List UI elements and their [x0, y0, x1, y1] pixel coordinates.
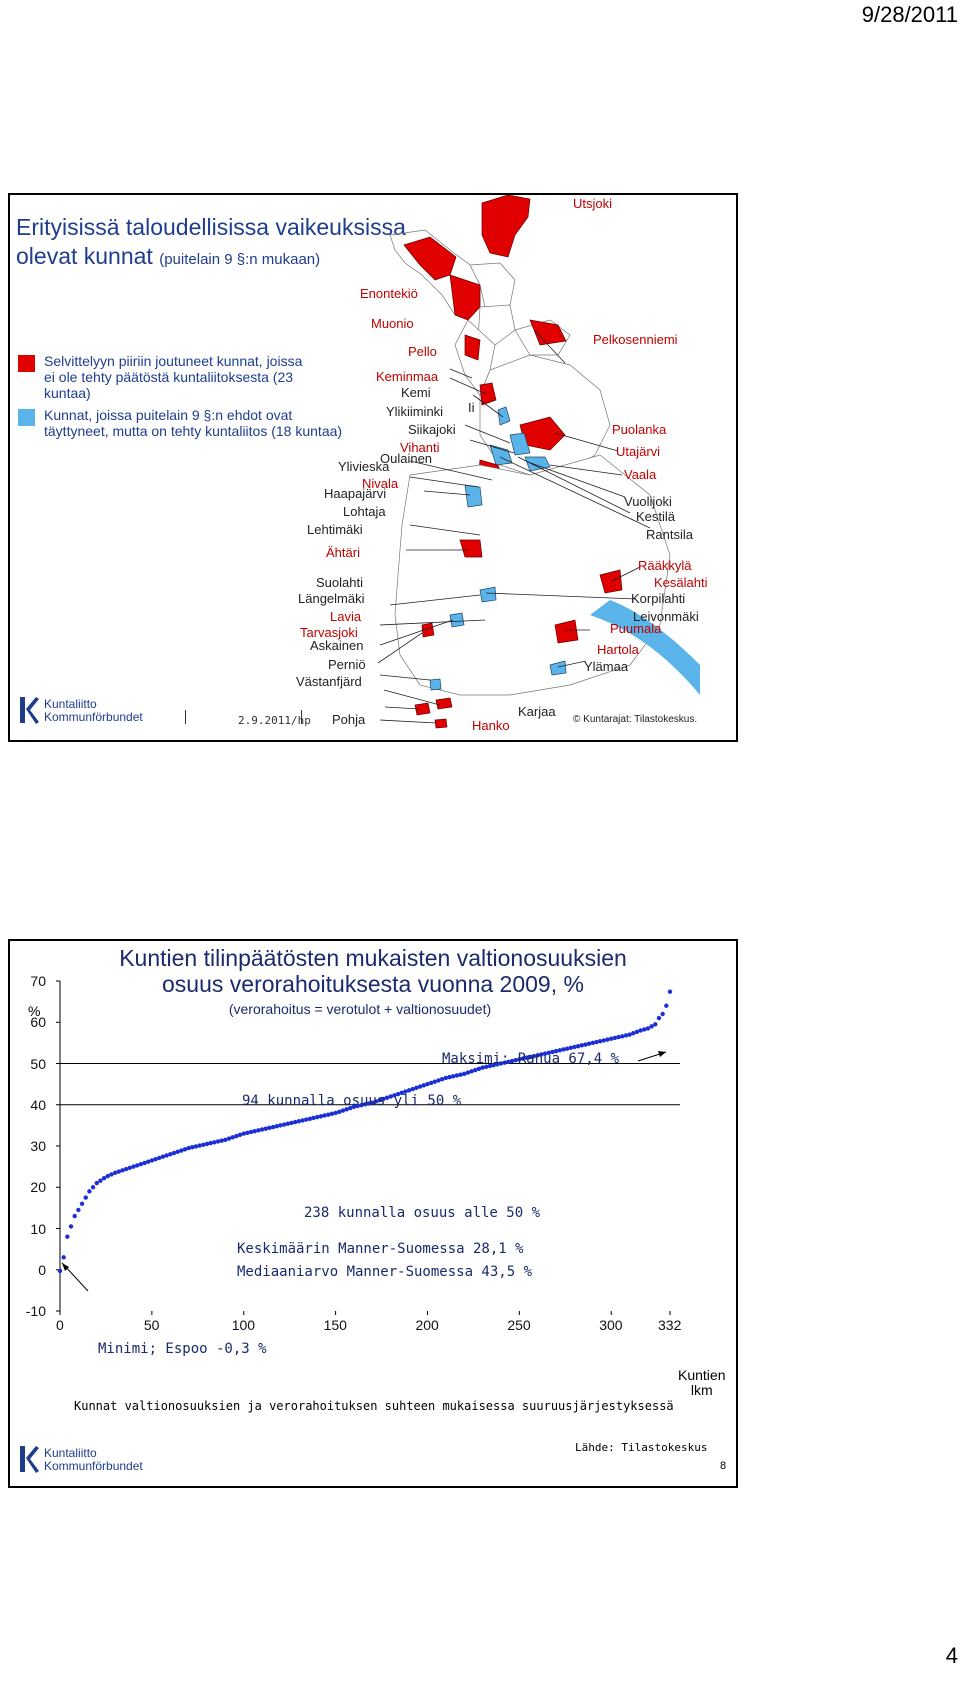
data-point: [304, 1117, 308, 1121]
data-point: [286, 1122, 290, 1126]
map-label-korpilahti: Korpilahti: [631, 591, 686, 606]
map-label-hartola: Hartola: [597, 642, 639, 657]
chart-title-line-2: osuus verorahoituksesta vuonna 2009, %: [162, 971, 584, 997]
map-copyright: © Kuntarajat: Tilastokeskus.: [573, 714, 698, 725]
data-point: [657, 1016, 661, 1020]
data-point: [598, 1039, 602, 1043]
data-point: [91, 1185, 95, 1189]
slide-map: [8, 193, 738, 742]
data-point: [249, 1130, 253, 1134]
map-label-karjaa: Karjaa: [518, 704, 556, 719]
map-label-nivala: Nivala: [362, 476, 399, 491]
data-point: [613, 1036, 617, 1040]
map-label-vaala: Vaala: [624, 467, 657, 482]
annotation-median: Mediaaniarvo Manner-Suomessa 43,5 %: [237, 1264, 533, 1280]
data-point: [61, 1255, 65, 1259]
map-label-oulainen: Oulainen: [380, 451, 433, 466]
data-point: [326, 1112, 330, 1116]
x-tick-label: 200: [415, 1317, 439, 1333]
data-point: [594, 1040, 598, 1044]
map-label-raakkyla: Rääkkylä: [638, 558, 692, 573]
data-point: [95, 1181, 99, 1185]
data-point: [451, 1074, 455, 1078]
footer-divider: [185, 710, 186, 724]
data-point: [616, 1035, 620, 1039]
y-tick-label: 40: [30, 1096, 46, 1113]
data-point: [242, 1131, 246, 1135]
x-unit-line-1: Kuntien: [678, 1367, 726, 1383]
annotation-mean: Keskimäärin Manner-Suomessa 28,1 %: [237, 1241, 524, 1257]
data-point: [289, 1121, 293, 1125]
data-point: [98, 1178, 102, 1182]
annotation-below-50: 238 kunnalla osuus alle 50 %: [304, 1205, 541, 1221]
page-number: 4: [945, 1643, 958, 1668]
data-point: [624, 1033, 628, 1037]
x-tick-label: 300: [599, 1317, 623, 1333]
map-label-utsjoki: Utsjoki: [573, 196, 613, 211]
map-label-kemi: Kemi: [401, 385, 431, 400]
data-point: [80, 1202, 84, 1206]
y-axis-unit: %: [28, 1003, 41, 1019]
y-tick-label: 20: [30, 1179, 46, 1196]
x-unit-line-2: lkm: [690, 1382, 713, 1398]
data-point: [216, 1139, 220, 1143]
data-point: [322, 1113, 326, 1117]
map-label-kesalahti: Kesälahti: [654, 575, 708, 590]
x-tick-label: 0: [56, 1317, 64, 1333]
chart-source: Lähde: Tilastokeskus: [575, 1441, 708, 1454]
data-point: [69, 1224, 73, 1228]
data-point: [275, 1124, 279, 1128]
y-tick-label: 30: [30, 1138, 46, 1154]
map-label-kestila: Kestilä: [636, 509, 676, 524]
map-label-leivonmaki: Leivonmäki: [633, 609, 699, 624]
data-point: [293, 1120, 297, 1124]
y-tick-label: 0: [38, 1261, 46, 1278]
map-label-ahtari: Ähtäri: [326, 545, 360, 560]
data-point: [205, 1142, 209, 1146]
data-point: [84, 1195, 88, 1199]
data-point: [65, 1235, 69, 1239]
map-label-haapajarvi: Haapajärvi: [324, 486, 387, 501]
map-label-rantsila: Rantsila: [646, 527, 693, 542]
map-label-suolahti: Suolahti: [316, 575, 363, 590]
annotation-max: Maksimi: Ranua 67,4 %: [442, 1051, 620, 1067]
data-point: [605, 1037, 609, 1041]
map-label-pohja: Pohja: [332, 712, 366, 727]
map-label-enontekio: Enontekiö: [360, 286, 418, 301]
map-label-hanko: Hanko: [472, 718, 510, 733]
max-arrowhead: [658, 1051, 666, 1057]
map-label-lehtimaki: Lehtimäki: [307, 522, 363, 537]
data-point: [253, 1129, 257, 1133]
footer-date: 2.9.2011/hp: [238, 714, 311, 727]
data-point: [447, 1075, 451, 1079]
x-axis-label: Kunnat valtionosuuksien ja verorahoituksen suhteen mukaisessa suuruusjärjestyksessä: [74, 1399, 674, 1413]
data-point: [267, 1126, 271, 1130]
data-point: [212, 1140, 216, 1144]
kuntaliitto-logo: [18, 695, 178, 729]
map-label-vuolijoki: Vuolijoki: [624, 494, 672, 509]
data-point: [87, 1189, 91, 1193]
title-line-1: Erityisissä taloudellisissa vaikeuksissa: [16, 214, 406, 240]
data-point: [609, 1037, 613, 1041]
data-point: [300, 1118, 304, 1122]
data-point: [278, 1123, 282, 1127]
data-point: [260, 1127, 264, 1131]
data-point: [455, 1073, 459, 1077]
map-label-pernio: Perniö: [328, 657, 366, 672]
data-point: [458, 1072, 462, 1076]
data-point: [602, 1038, 606, 1042]
title-line-2: olevat kunnat: [16, 243, 153, 269]
data-point: [297, 1119, 301, 1123]
x-tick-label: 332: [658, 1317, 682, 1333]
data-point: [330, 1112, 334, 1116]
data-point: [245, 1131, 249, 1135]
slide-chart: [8, 939, 738, 1488]
data-point: [580, 1043, 584, 1047]
map-label-tarvasjoki: Tarvasjoki: [300, 625, 358, 640]
map-label-askainen: Askainen: [310, 638, 364, 653]
legend-blue-text: Kunnat, joissa puitelain 9 §:n ehdot ovat täyttyneet, mutta on tehty kuntaliitos (18 kuntaa): [44, 407, 343, 439]
data-point: [194, 1144, 198, 1148]
map-label-siikajoki: Siikajoki: [408, 422, 456, 437]
data-point: [664, 1004, 668, 1008]
data-point: [219, 1138, 223, 1142]
data-point: [315, 1115, 319, 1119]
data-point: [186, 1146, 190, 1150]
data-point: [190, 1145, 194, 1149]
kuntaliitto-logo-icon: [18, 1444, 40, 1474]
page-date: 9/28/2011: [861, 2, 958, 27]
data-point: [282, 1122, 286, 1126]
map-label-keminmaa: Keminmaa: [376, 369, 439, 384]
data-point: [308, 1117, 312, 1121]
data-point: [197, 1143, 201, 1147]
data-point: [72, 1214, 76, 1218]
data-point: [587, 1042, 591, 1046]
kuntaliitto-logo-icon: [18, 695, 40, 725]
map-label-vastanfjard: Västanfjärd: [296, 674, 362, 689]
logo-text-2: Kommunförbundet: [44, 710, 143, 724]
data-point: [311, 1116, 315, 1120]
map-label-lavia: Lavia: [330, 609, 362, 624]
y-tick-label: 10: [30, 1220, 46, 1237]
data-point: [319, 1114, 323, 1118]
data-point: [583, 1042, 587, 1046]
data-point: [58, 1269, 62, 1273]
x-tick-label: 150: [323, 1317, 347, 1333]
data-point: [591, 1041, 595, 1045]
data-point: [264, 1126, 268, 1130]
map-label-utajarvi: Utajärvi: [616, 444, 661, 459]
x-tick-label: 250: [507, 1317, 531, 1333]
map-label-vihanti: Vihanti: [400, 440, 440, 455]
title-small: (puitelain 9 §:n mukaan): [159, 251, 321, 268]
annotation-above-50: 94 kunnalla osuus yli 50 %: [242, 1093, 462, 1109]
y-tick-label: -10: [25, 1303, 46, 1319]
logo-text-1: Kuntaliitto: [44, 697, 97, 711]
y-tick-label: 50: [30, 1055, 46, 1072]
map-label-langelmaki: Längelmäki: [298, 591, 365, 606]
data-point: [569, 1046, 573, 1050]
x-axis-unit: [678, 1368, 725, 1398]
map-label-ylikiiminki: Ylikiiminki: [386, 404, 444, 419]
chart-title-line-1: Kuntien tilinpäätösten mukaisten valtionosuuksien: [119, 945, 627, 971]
data-point: [271, 1125, 275, 1129]
map-label-ii: Ii: [468, 400, 475, 415]
slide-number: 8: [720, 1460, 727, 1472]
data-point: [660, 1012, 664, 1016]
data-point: [201, 1143, 205, 1147]
map-label-ylivieska: Ylivieska: [338, 459, 390, 474]
data-point: [668, 990, 672, 994]
y-tick-label: 70: [30, 973, 46, 989]
map-label-lohtaja: Lohtaja: [343, 504, 386, 519]
data-point: [208, 1141, 212, 1145]
map-label-puolanka: Puolanka: [612, 422, 667, 437]
map-label-pelkosenniemi: Pelkosenniemi: [593, 332, 678, 347]
data-point: [444, 1076, 448, 1080]
chart-subtitle: (verorahoitus = verotulot + valtionosuudet): [228, 1001, 492, 1017]
logo-text-1: Kuntaliitto: [44, 1446, 97, 1460]
map-label-muonio: Muonio: [371, 316, 414, 331]
annotation-min: Minimi; Espoo -0,3 %: [98, 1341, 267, 1357]
data-point: [653, 1022, 657, 1026]
kuntaliitto-logo: [18, 1444, 178, 1478]
y-tick-label: 60: [30, 1014, 46, 1031]
legend-red-text: Selvittelyyn piiriin joutuneet kunnat, joissa ei ole tehty päätöstä kuntaliitoksesta (23 kuntaa): [44, 353, 303, 401]
data-point: [572, 1045, 576, 1049]
x-tick-label: 100: [231, 1317, 256, 1333]
logo-text-2: Kommunförbundet: [44, 1459, 143, 1473]
data-point: [620, 1034, 624, 1038]
map-label-pello: Pello: [408, 344, 437, 359]
map-label-ylamaa: Ylämaa: [584, 659, 629, 674]
data-point: [76, 1208, 80, 1212]
x-tick-label: 50: [143, 1317, 160, 1333]
data-point: [256, 1128, 260, 1132]
data-point: [576, 1044, 580, 1048]
map-label-puumala: Puumala: [610, 621, 662, 636]
